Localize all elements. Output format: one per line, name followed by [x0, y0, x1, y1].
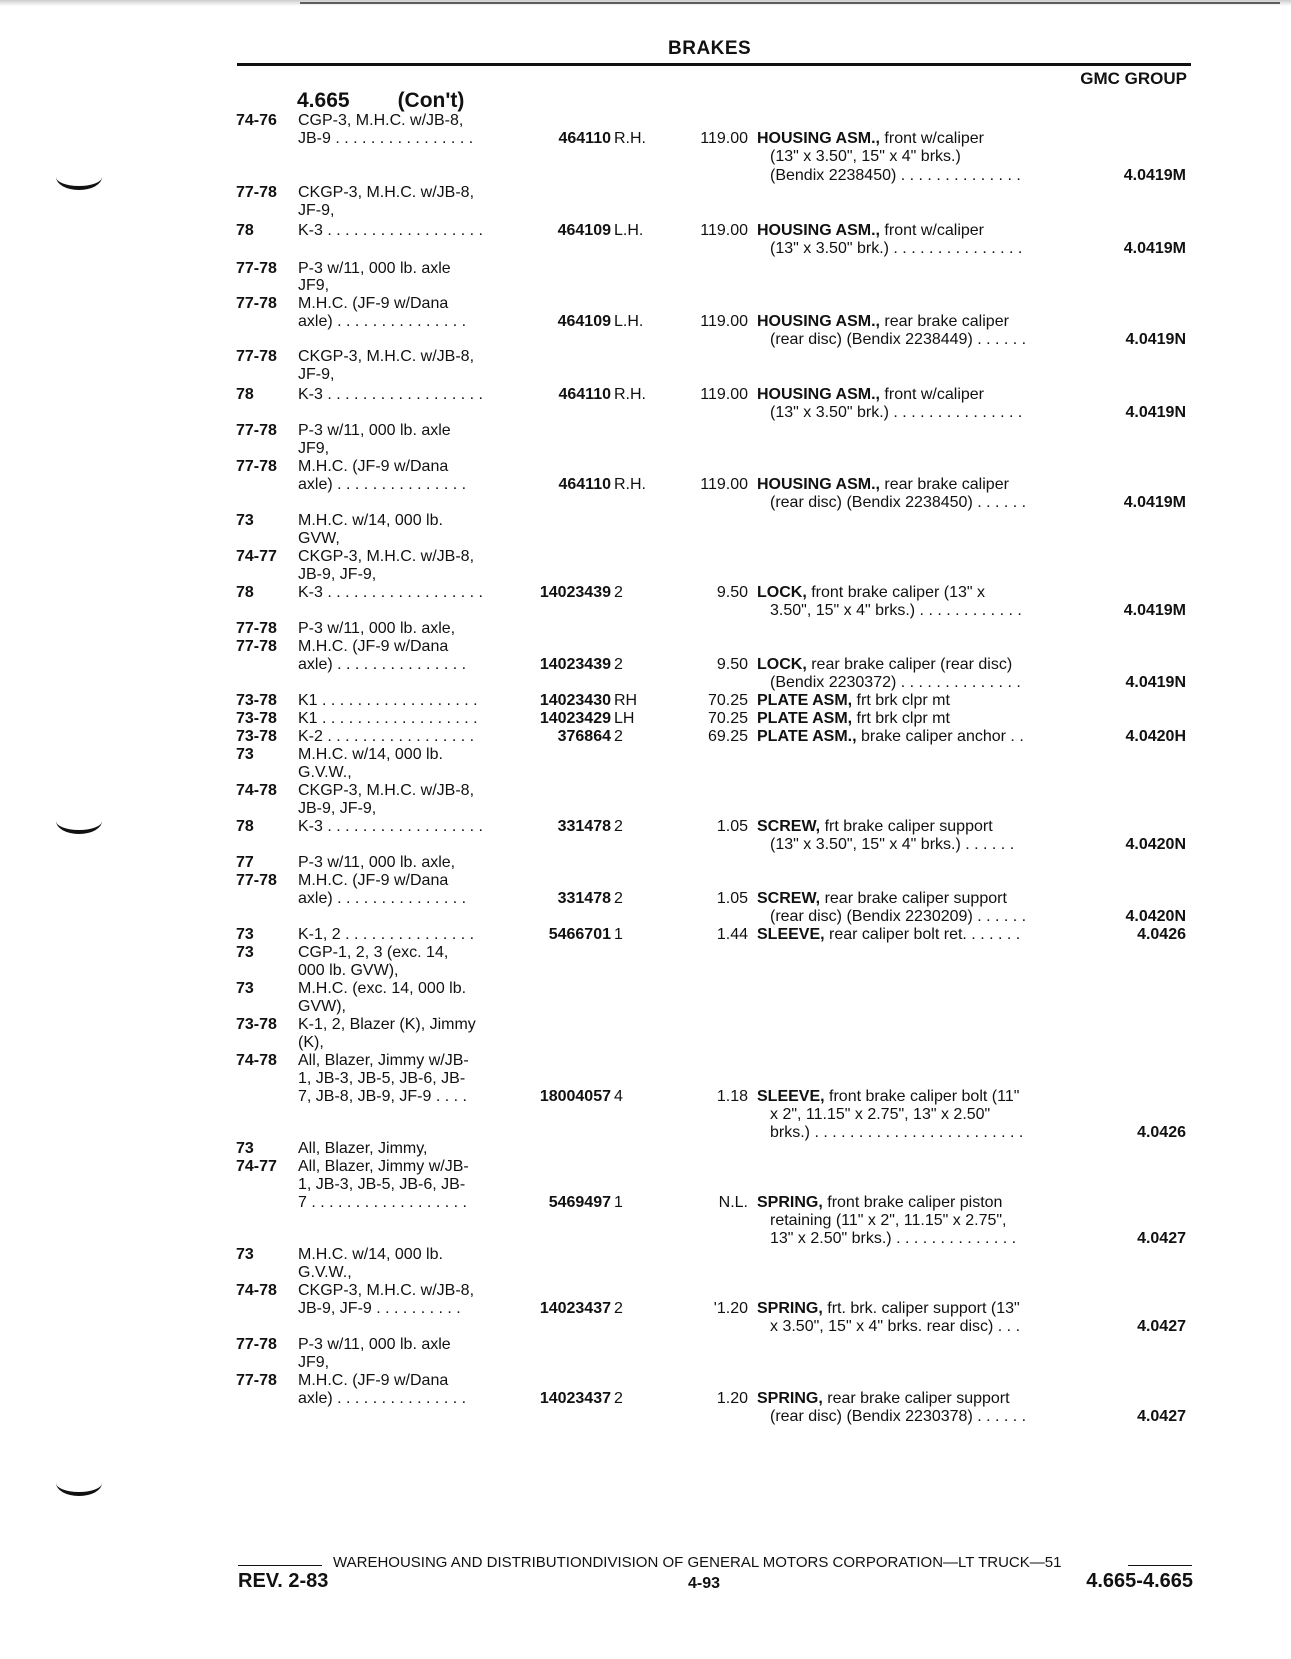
- quantity: R.H.: [614, 386, 646, 403]
- application: G.V.W.,: [298, 1264, 352, 1281]
- model-years: 73: [236, 944, 254, 961]
- part-name: SLEEVE,: [757, 1088, 825, 1105]
- application: All, Blazer, Jimmy w/JB-: [298, 1158, 469, 1175]
- part-number: 14023439: [539, 584, 611, 601]
- application: 7 . . . . . . . . . . . . . . . . . .: [298, 1194, 467, 1211]
- model-years: 74-77: [236, 548, 277, 565]
- group-label: GMC GROUP: [1080, 69, 1187, 88]
- group-number: 4.0419M: [1123, 494, 1186, 511]
- model-years: 73: [236, 746, 254, 763]
- part-name: HOUSING ASM.,: [757, 130, 880, 147]
- application: CGP-3, M.H.C. w/JB-8,: [298, 112, 464, 129]
- price: 70.25: [707, 692, 748, 709]
- model-years: 74-78: [236, 1052, 277, 1069]
- description-continued: 3.50", 15" x 4" brks.) . . . . . . . . . . . .: [770, 602, 1022, 619]
- group-number: 4.0427: [1137, 1318, 1186, 1335]
- description-continued: (13" x 3.50", 15" x 4" brks.): [770, 148, 961, 165]
- section-number: 4.665: [297, 89, 350, 112]
- application: K-1, 2 . . . . . . . . . . . . . . .: [298, 926, 475, 943]
- part-description: frt. brk. caliper support (13": [822, 1300, 1020, 1317]
- description: [757, 710, 1077, 728]
- application: CKGP-3, M.H.C. w/JB-8,: [298, 782, 475, 799]
- part-number: 5466701: [548, 926, 611, 943]
- price: 9.50: [716, 584, 748, 601]
- part-name: HOUSING ASM.,: [757, 222, 880, 239]
- quantity: 4: [614, 1088, 623, 1105]
- part-number: 14023430: [539, 692, 611, 709]
- part-name: HOUSING ASM.,: [757, 386, 880, 403]
- quantity: 1: [614, 926, 623, 943]
- application: 7, JB-8, JB-9, JF-9 . . . .: [298, 1088, 467, 1105]
- quantity: 2: [614, 1390, 623, 1407]
- application: CKGP-3, M.H.C. w/JB-8,: [298, 348, 475, 365]
- description: [757, 1300, 1077, 1318]
- model-years: 78: [236, 818, 254, 835]
- application: axle) . . . . . . . . . . . . . . .: [298, 656, 467, 673]
- description: [757, 692, 1077, 710]
- description-continued: (Bendix 2238450) . . . . . . . . . . . . . .: [770, 167, 1021, 184]
- binder-hole-mark: [56, 164, 102, 190]
- part-number: 14023429: [539, 710, 611, 727]
- application: G.V.W.,: [298, 764, 352, 781]
- application: 1, JB-3, JB-5, JB-6, JB-: [298, 1176, 466, 1193]
- description-continued: (13" x 3.50" brk.) . . . . . . . . . . . . . . .: [770, 404, 1023, 421]
- part-description: rear brake caliper support: [822, 1390, 1010, 1407]
- model-years: 78: [236, 386, 254, 403]
- application: axle) . . . . . . . . . . . . . . .: [298, 313, 467, 330]
- application: CKGP-3, M.H.C. w/JB-8,: [298, 184, 475, 201]
- group-number: 4.0419M: [1123, 240, 1186, 257]
- model-years: 73: [236, 1246, 254, 1263]
- model-years: 73-78: [236, 1016, 277, 1033]
- part-description: rear brake caliper: [879, 313, 1009, 330]
- quantity: L.H.: [614, 222, 644, 239]
- revision-label: REV. 2-83: [238, 1570, 329, 1592]
- page-title: BRAKES: [668, 38, 752, 59]
- application: JB-9, JF-9,: [298, 800, 377, 817]
- group-number: 4.0419N: [1125, 404, 1186, 421]
- group-number: 4.0427: [1137, 1408, 1186, 1425]
- description: [757, 818, 1077, 836]
- quantity: 2: [614, 1300, 623, 1317]
- description-continued: 13" x 2.50" brks.) . . . . . . . . . . . . . .: [770, 1230, 1017, 1247]
- part-name: SPRING,: [757, 1194, 823, 1211]
- model-years: 73: [236, 980, 254, 997]
- model-years: 77-78: [236, 260, 277, 277]
- description: [757, 890, 1077, 908]
- model-years: 78: [236, 222, 254, 239]
- price: 9.50: [716, 656, 748, 673]
- description: [757, 926, 1077, 944]
- part-number: 464109: [557, 222, 611, 239]
- application: JF9,: [298, 277, 330, 294]
- price: 1.18: [716, 1088, 748, 1105]
- price: 69.25: [707, 728, 748, 745]
- description: [757, 313, 1077, 331]
- application: K-3 . . . . . . . . . . . . . . . . . .: [298, 386, 483, 403]
- group-number: 4.0426: [1137, 1124, 1186, 1141]
- part-number: 464110: [558, 130, 611, 147]
- application: JF-9,: [298, 366, 335, 383]
- quantity: R.H.: [614, 476, 646, 493]
- description: [757, 584, 1077, 602]
- quantity: 2: [614, 656, 623, 673]
- model-years: 77-78: [236, 422, 277, 439]
- part-number: 464110: [558, 386, 611, 403]
- application: M.H.C. w/14, 000 lb.: [298, 746, 443, 763]
- price: 119.00: [700, 130, 748, 147]
- price: 1.20: [716, 1390, 748, 1407]
- model-years: 73: [236, 512, 254, 529]
- price: 119.00: [700, 222, 748, 239]
- application: K-3 . . . . . . . . . . . . . . . . . .: [298, 584, 483, 601]
- part-description: rear caliper bolt ret. . . . . . .: [824, 926, 1021, 943]
- part-description: front w/caliper: [879, 130, 985, 147]
- application: All, Blazer, Jimmy w/JB-: [298, 1052, 469, 1069]
- description: [757, 1194, 1077, 1212]
- model-years: 74-77: [236, 1158, 277, 1175]
- application: axle) . . . . . . . . . . . . . . .: [298, 476, 467, 493]
- part-description: front w/caliper: [879, 222, 985, 239]
- model-years: 74-78: [236, 782, 277, 799]
- application: P-3 w/11, 000 lb. axle,: [298, 854, 456, 871]
- description: [757, 656, 1077, 674]
- application: P-3 w/11, 000 lb. axle: [298, 260, 451, 277]
- part-description: rear brake caliper support: [820, 890, 1007, 907]
- part-description: front brake caliper bolt (11": [824, 1088, 1020, 1105]
- quantity: 2: [614, 584, 623, 601]
- section-heading: [297, 89, 464, 113]
- application: M.H.C. (JF-9 w/Dana: [298, 872, 449, 889]
- application: M.H.C. (JF-9 w/Dana: [298, 295, 449, 312]
- application: GVW,: [298, 530, 340, 547]
- price: 70.25: [707, 710, 748, 727]
- description-continued: brks.) . . . . . . . . . . . . . . . . . . . . . . . .: [770, 1124, 1024, 1141]
- application: JB-9 . . . . . . . . . . . . . . . .: [298, 130, 474, 147]
- price: 119.00: [700, 386, 748, 403]
- quantity: 2: [614, 818, 623, 835]
- application: JB-9, JF-9,: [298, 566, 377, 583]
- description-continued: (rear disc) (Bendix 2230378) . . . . . .: [770, 1408, 1027, 1425]
- application: JF9,: [298, 1354, 330, 1371]
- application: M.H.C. w/14, 000 lb.: [298, 512, 443, 529]
- part-description: front w/caliper: [879, 386, 985, 403]
- description: [757, 130, 1077, 148]
- model-years: 74-76: [236, 112, 277, 129]
- part-number: 376864: [557, 728, 611, 745]
- part-description: brake caliper anchor . .: [856, 728, 1024, 745]
- part-name: HOUSING ASM.,: [757, 313, 880, 330]
- price: 119.00: [700, 476, 748, 493]
- part-number: 5469497: [548, 1194, 611, 1211]
- model-years: 77-78: [236, 184, 277, 201]
- binder-hole-mark: [56, 808, 102, 834]
- footer-rule: [238, 1565, 322, 1566]
- application: JF9,: [298, 440, 330, 457]
- description: [757, 476, 1077, 494]
- part-name: LOCK,: [757, 584, 807, 601]
- model-years: 74-78: [236, 1282, 277, 1299]
- group-number: 4.0419M: [1123, 167, 1186, 184]
- group-number: 4.0419M: [1123, 602, 1186, 619]
- description: [757, 222, 1077, 240]
- part-name: SPRING,: [757, 1390, 823, 1407]
- description-continued: retaining (11" x 2", 11.15" x 2.75",: [770, 1212, 1007, 1229]
- description-continued: (13" x 3.50", 15" x 4" brks.) . . . . . .: [770, 836, 1015, 853]
- part-number: 18004057: [539, 1088, 611, 1105]
- group-number: 4.0420N: [1125, 908, 1186, 925]
- part-number: 14023437: [539, 1390, 611, 1407]
- application: axle) . . . . . . . . . . . . . . .: [298, 890, 467, 907]
- application: All, Blazer, Jimmy,: [298, 1140, 428, 1157]
- part-description: rear brake caliper: [879, 476, 1009, 493]
- application: P-3 w/11, 000 lb. axle,: [298, 620, 456, 637]
- description: [757, 1390, 1077, 1408]
- application: K1 . . . . . . . . . . . . . . . . . .: [298, 692, 478, 709]
- part-description: front brake caliper (13" x: [806, 584, 985, 601]
- application: axle) . . . . . . . . . . . . . . .: [298, 1390, 467, 1407]
- description-continued: (rear disc) (Bendix 2230209) . . . . . .: [770, 908, 1027, 925]
- description: [757, 386, 1077, 404]
- group-number: 4.0420N: [1125, 836, 1186, 853]
- model-years: 77-78: [236, 620, 277, 637]
- model-years: 77-78: [236, 295, 277, 312]
- quantity: 2: [614, 890, 623, 907]
- part-name: PLATE ASM,: [757, 710, 853, 727]
- description-continued: (Bendix 2230372) . . . . . . . . . . . . . .: [770, 674, 1021, 691]
- group-number: 4.0420H: [1125, 728, 1186, 745]
- part-number: 331478: [557, 890, 611, 907]
- price: 119.00: [700, 313, 748, 330]
- price: 1.05: [716, 890, 748, 907]
- group-range: 4.665-4.665: [1086, 1570, 1193, 1592]
- part-name: SCREW,: [757, 890, 821, 907]
- application: GVW),: [298, 998, 346, 1015]
- application: P-3 w/11, 000 lb. axle: [298, 422, 451, 439]
- group-number: 4.0419N: [1125, 331, 1186, 348]
- model-years: 73-78: [236, 692, 277, 709]
- top-rule: [300, 2, 1280, 4]
- application: 1, JB-3, JB-5, JB-6, JB-: [298, 1070, 466, 1087]
- group-number: 4.0427: [1137, 1230, 1186, 1247]
- description-continued: (13" x 3.50" brk.) . . . . . . . . . . . . . . .: [770, 240, 1023, 257]
- application: M.H.C. (JF-9 w/Dana: [298, 1372, 449, 1389]
- footer-publisher: WAREHOUSING AND DISTRIBUTIONDIVISION OF GENERAL MOTORS CORPORATION—LT TRUCK—51: [333, 1554, 1062, 1571]
- part-number: 464109: [557, 313, 611, 330]
- part-description: front brake caliper piston: [822, 1194, 1003, 1211]
- quantity: LH: [614, 710, 635, 727]
- model-years: 77-78: [236, 872, 277, 889]
- application: M.H.C. (JF-9 w/Dana: [298, 638, 449, 655]
- application: K-3 . . . . . . . . . . . . . . . . . .: [298, 818, 483, 835]
- description: [757, 1088, 1077, 1106]
- model-years: 77: [236, 854, 254, 871]
- part-description: frt brk clpr mt: [852, 710, 950, 727]
- part-description: rear brake caliper (rear disc): [806, 656, 1013, 673]
- part-name: LOCK,: [757, 656, 807, 673]
- part-name: SLEEVE,: [757, 926, 825, 943]
- application: CKGP-3, M.H.C. w/JB-8,: [298, 548, 475, 565]
- application: JB-9, JF-9 . . . . . . . . . .: [298, 1300, 461, 1317]
- application: CKGP-3, M.H.C. w/JB-8,: [298, 1282, 475, 1299]
- quantity: RH: [614, 692, 638, 709]
- description-continued: (rear disc) (Bendix 2238449) . . . . . .: [770, 331, 1027, 348]
- model-years: 73-78: [236, 728, 277, 745]
- application: K1 . . . . . . . . . . . . . . . . . .: [298, 710, 478, 727]
- part-number: 464110: [558, 476, 611, 493]
- group-number: 4.0419N: [1125, 674, 1186, 691]
- part-number: 331478: [557, 818, 611, 835]
- model-years: 78: [236, 584, 254, 601]
- group-number: 4.0426: [1137, 926, 1186, 943]
- model-years: 77-78: [236, 348, 277, 365]
- application: M.H.C. (JF-9 w/Dana: [298, 458, 449, 475]
- application: K-1, 2, Blazer (K), Jimmy: [298, 1016, 476, 1033]
- model-years: 77-78: [236, 458, 277, 475]
- quantity: 2: [614, 728, 623, 745]
- part-number: 14023439: [539, 656, 611, 673]
- application: 000 lb. GVW),: [298, 962, 399, 979]
- quantity: 1: [614, 1194, 623, 1211]
- price: N.L.: [718, 1194, 748, 1211]
- part-name: SCREW,: [757, 818, 821, 835]
- application: JF-9,: [298, 202, 335, 219]
- part-name: SPRING,: [757, 1300, 823, 1317]
- part-number: 14023437: [539, 1300, 611, 1317]
- description-continued: (rear disc) (Bendix 2238450) . . . . . .: [770, 494, 1027, 511]
- price: 1.44: [716, 926, 748, 943]
- application: K-3 . . . . . . . . . . . . . . . . . .: [298, 222, 483, 239]
- part-description: frt brk clpr mt: [852, 692, 950, 709]
- model-years: 73-78: [236, 710, 277, 727]
- model-years: 73: [236, 1140, 254, 1157]
- part-name: HOUSING ASM.,: [757, 476, 880, 493]
- page-number: 4-93: [688, 1575, 721, 1592]
- quantity: R.H.: [614, 130, 646, 147]
- description-continued: x 2", 11.15" x 2.75", 13" x 2.50": [770, 1106, 991, 1123]
- application: (K),: [298, 1034, 324, 1051]
- section-continued: (Con't): [397, 89, 465, 112]
- application: CGP-1, 2, 3 (exc. 14,: [298, 944, 449, 961]
- part-name: PLATE ASM,: [757, 692, 853, 709]
- description: [757, 728, 1077, 746]
- application: M.H.C. w/14, 000 lb.: [298, 1246, 443, 1263]
- price: '1.20: [713, 1300, 748, 1317]
- quantity: L.H.: [614, 313, 644, 330]
- model-years: 77-78: [236, 1372, 277, 1389]
- model-years: 77-78: [236, 1336, 277, 1353]
- footer-rule: [1128, 1565, 1192, 1566]
- description-continued: x 3.50", 15" x 4" brks. rear disc) . . .: [770, 1318, 1021, 1335]
- model-years: 73: [236, 926, 254, 943]
- model-years: 77-78: [236, 638, 277, 655]
- application: M.H.C. (exc. 14, 000 lb.: [298, 980, 467, 997]
- header-rule: [237, 63, 1191, 66]
- binder-hole-mark: [56, 1470, 102, 1496]
- application: P-3 w/11, 000 lb. axle: [298, 1336, 451, 1353]
- part-description: frt brake caliper support: [820, 818, 993, 835]
- application: K-2 . . . . . . . . . . . . . . . . .: [298, 728, 475, 745]
- price: 1.05: [716, 818, 748, 835]
- part-name: PLATE ASM.,: [757, 728, 857, 745]
